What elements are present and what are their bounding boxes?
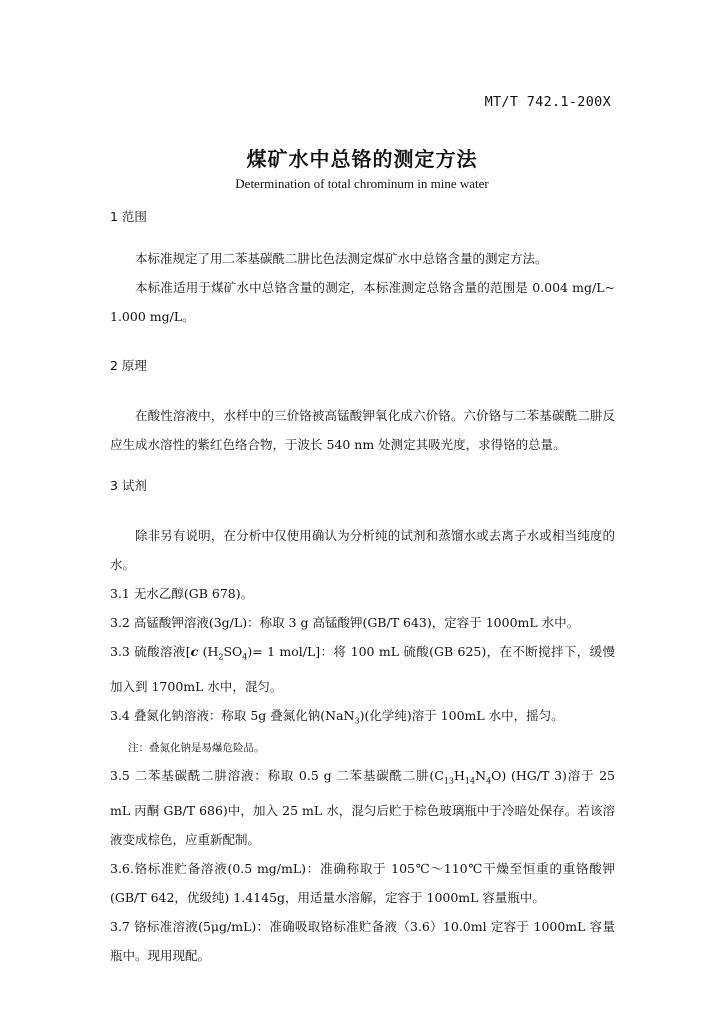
section-heading-principle: 2 原理 <box>110 358 147 373</box>
paragraph: 在酸性溶液中，水样中的三价铬被高锰酸钾氧化成六价铬。六价铬与二苯基碳酰二肼反应生成水溶性的紫红色络合物，于波长 540 nm 处测定其吸光度，求得铬的总量。 <box>110 408 615 452</box>
section-heading-reagents: 3 试剂 <box>110 478 147 493</box>
paragraph: 除非另有说明，在分析中仅使用确认为分析纯的试剂和蒸馏水或去离子水或相当纯度的水。 <box>110 528 615 572</box>
section-heading-scope: 1 范围 <box>110 209 147 224</box>
reagent-item: 3.1 无水乙醇(GB 678)。 <box>110 586 254 601</box>
standard-code: MT/T 742.1-200X <box>484 94 611 110</box>
paragraph: 本标准适用于煤矿水中总铬含量的测定，本标准测定总铬含量的范围是 0.004 mg/L~ 1.000 mg/L。 <box>110 280 615 324</box>
note: 注：叠氮化钠是易爆危险品。 <box>128 742 265 754</box>
paragraph: 本标准规定了用二苯基碳酰二肼比色法测定煤矿水中总铬含量的测定方法。 <box>135 251 548 266</box>
document-body <box>110 208 615 970</box>
reagent-item: 3.5 二苯基碳酰二肼溶液：称取 0.5 g 二苯基碳酰二肼$(C_{13}H_{14}N_4O)$ (HG/T 3)溶于 25 mL 丙酮 GB/T 686)中，加入 25 mL 水，混匀后贮于棕色玻璃瓶中于冷暗处保存。若该溶液变成棕色，应重新配制。 <box>110 768 615 847</box>
reagent-item: 3.4 叠氮化钠溶液：称取 5g 叠氮化钠(NaN$_3$)(化学纯)溶于 100mL 水中，摇匀。 <box>110 707 564 725</box>
reagent-item: 3.6.铬标准贮备溶液(0.5 mg/mL)：准确称取于 105℃～110℃干燥至恒重的重铬酸钾(GB/T 642，优级纯) 1.4145g，用适量水溶解，定容于 1000mL 容量瓶中。 <box>110 860 615 905</box>
reagent-item: 3.3 硫酸溶液[c $(H_2SO_4)= 1$ mol/L]：将 100 mL 硫酸(GB 625)，在不断搅拌下，缓慢加入到 1700mL 水中，混匀。 <box>110 644 615 694</box>
reagent-item: 3.2 高锰酸钾溶液(3g/L)：称取 3 g 高锰酸钾(GB/T 643)，定容于 1000mL 水中。 <box>110 615 580 630</box>
reagent-item: 3.7 铬标准溶液(5μg/mL)：准确吸取铬标准贮备液（3.6）10.0ml 定容于 1000mL 容量瓶中。现用现配。 <box>110 918 615 963</box>
document-title: 煤矿水中总铬的测定方法 <box>246 147 478 171</box>
document-subtitle: Determination of total chrominum in mine water <box>235 176 489 191</box>
